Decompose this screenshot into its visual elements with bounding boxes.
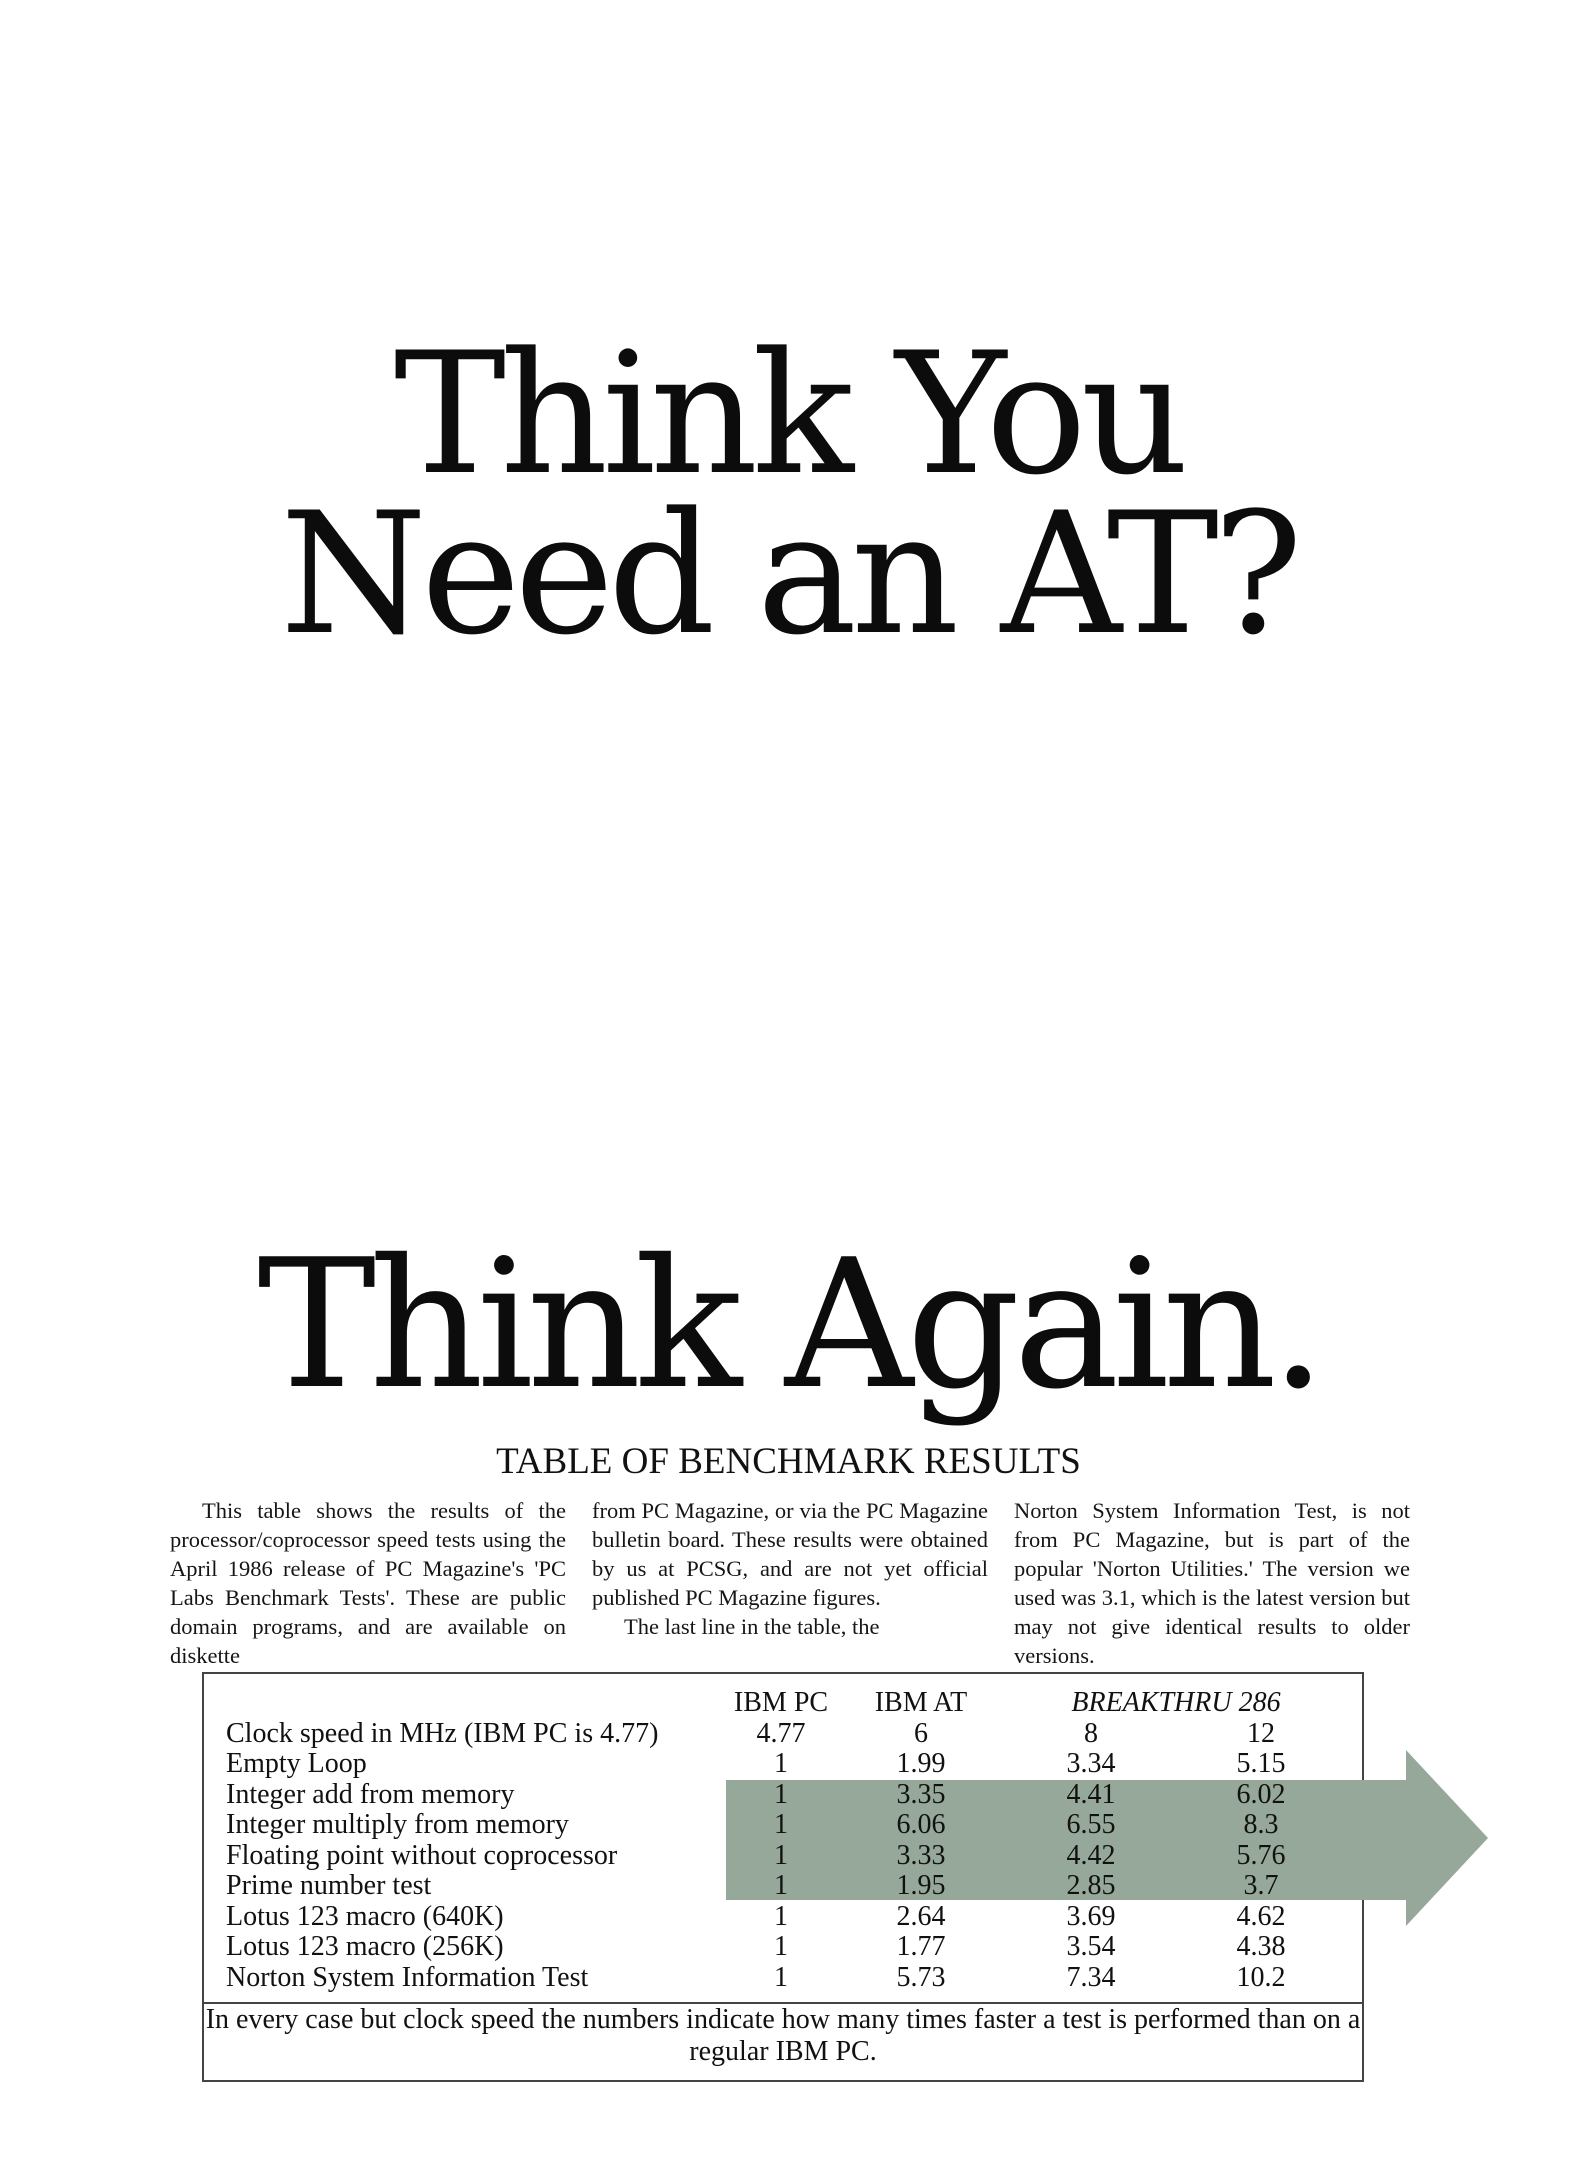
cell-breakthru-12: 6.02 (1236, 1778, 1286, 1810)
intro-col2b-text: The last line in the table, the (624, 1614, 880, 1639)
headline-line-2: Need an AT? (280, 476, 1297, 672)
cell-breakthru-8: 2.85 (1066, 1870, 1116, 1902)
table-row (226, 1810, 1346, 1841)
cell-breakthru-8: 4.41 (1066, 1778, 1116, 1810)
cell-breakthru-12: 5.15 (1236, 1748, 1286, 1780)
intro-column-2 (592, 1496, 988, 1670)
row-label: Prime number test (226, 1870, 432, 1902)
row-label: Lotus 123 macro (640K) (226, 1900, 504, 1932)
cell-breakthru-12: 12 (1247, 1717, 1275, 1749)
intro-column-1 (170, 1496, 566, 1670)
cell-breakthru-8: 3.34 (1066, 1748, 1116, 1780)
cell-ibm-at: 1.77 (896, 1931, 946, 1963)
cell-breakthru-12: 5.76 (1236, 1839, 1286, 1871)
row-label: Floating point without coprocessor (226, 1839, 618, 1871)
cell-ibm-pc: 1 (774, 1778, 788, 1810)
headline-think-again: Think Again. (257, 1221, 1320, 1428)
cell-ibm-pc: 4.77 (756, 1717, 806, 1749)
cell-breakthru-8: 8 (1084, 1717, 1098, 1749)
row-label: Norton System Information Test (226, 1961, 589, 1993)
cell-ibm-pc: 1 (774, 1809, 788, 1841)
cell-breakthru-8: 3.54 (1066, 1931, 1116, 1963)
intro-column-3 (1014, 1496, 1410, 1670)
header-ibm-pc: IBM PC (733, 1687, 829, 1719)
cell-ibm-at: 1.95 (896, 1870, 946, 1902)
cell-breakthru-8: 6.55 (1066, 1809, 1116, 1841)
row-label: Lotus 123 macro (256K) (226, 1931, 504, 1963)
cell-ibm-at: 2.64 (896, 1900, 946, 1932)
table-header-row (226, 1688, 1346, 1719)
intro-col1-text: This table shows the results of the processor/coprocessor speed tests using the April 1986 release of PC Magazine's 'PC Labs Benchmark Tests'. These are public domain programs, and are available on diskette (170, 1498, 566, 1668)
cell-breakthru-12: 4.38 (1236, 1931, 1286, 1963)
cell-ibm-pc: 1 (774, 1870, 788, 1902)
row-label: Integer multiply from memory (226, 1809, 569, 1841)
cell-breakthru-8: 3.69 (1066, 1900, 1116, 1932)
table-footnote: In every case but clock speed the numbers indicate how many times faster a test is performed than on a regular IBM PC. (205, 2004, 1361, 2067)
cell-breakthru-12: 8.3 (1243, 1809, 1279, 1841)
table-row (226, 1871, 1346, 1902)
table-title: TABLE OF BENCHMARK RESULTS (496, 1441, 1081, 1482)
cell-breakthru-12: 4.62 (1236, 1900, 1286, 1932)
cell-breakthru-12: 10.2 (1236, 1961, 1286, 1993)
table-row (226, 1902, 1346, 1933)
cell-ibm-at: 1.99 (896, 1748, 946, 1780)
table-row (226, 1719, 1346, 1750)
table-row (226, 1963, 1346, 1994)
table-row (226, 1932, 1346, 1963)
intro-col2a-text: from PC Magazine, or via the PC Magazine bulletin board. These results were obtained by us at PCSG, and are not yet official published PC Magazine figures. (592, 1498, 988, 1610)
cell-breakthru-8: 7.34 (1066, 1961, 1116, 1993)
cell-ibm-pc: 1 (774, 1900, 788, 1932)
headline-think-you-need-an-at (0, 316, 1577, 672)
table-row (226, 1780, 1346, 1811)
intro-text (170, 1496, 1410, 1670)
cell-ibm-pc: 1 (774, 1839, 788, 1871)
cell-ibm-at: 6.06 (896, 1809, 946, 1841)
cell-breakthru-8: 4.42 (1066, 1839, 1116, 1871)
cell-ibm-at: 5.73 (896, 1961, 946, 1993)
benchmark-table (226, 1688, 1346, 1993)
row-label: Empty Loop (226, 1748, 367, 1780)
headline-line-1: Think You (393, 316, 1184, 512)
cell-ibm-pc: 1 (774, 1931, 788, 1963)
header-breakthru-286: BREAKTHRU 286 (1071, 1687, 1281, 1719)
cell-breakthru-12: 3.7 (1243, 1870, 1279, 1902)
row-label: Clock speed in MHz (IBM PC is 4.77) (226, 1717, 659, 1749)
cell-ibm-at: 3.33 (896, 1839, 946, 1871)
row-label: Integer add from memory (226, 1778, 515, 1810)
cell-ibm-pc: 1 (774, 1748, 788, 1780)
cell-ibm-at: 6 (914, 1717, 928, 1749)
cell-ibm-at: 3.35 (896, 1778, 946, 1810)
cell-ibm-pc: 1 (774, 1961, 788, 1993)
table-row (226, 1749, 1346, 1780)
intro-col3-text: Norton System Information Test, is not from PC Magazine, but is part of the popular 'Norton Utilities.' The version we used was 3.1, which is the latest version but may not give identical results to older versions. (1014, 1498, 1410, 1668)
table-row (226, 1841, 1346, 1872)
header-ibm-at: IBM AT (874, 1687, 968, 1719)
